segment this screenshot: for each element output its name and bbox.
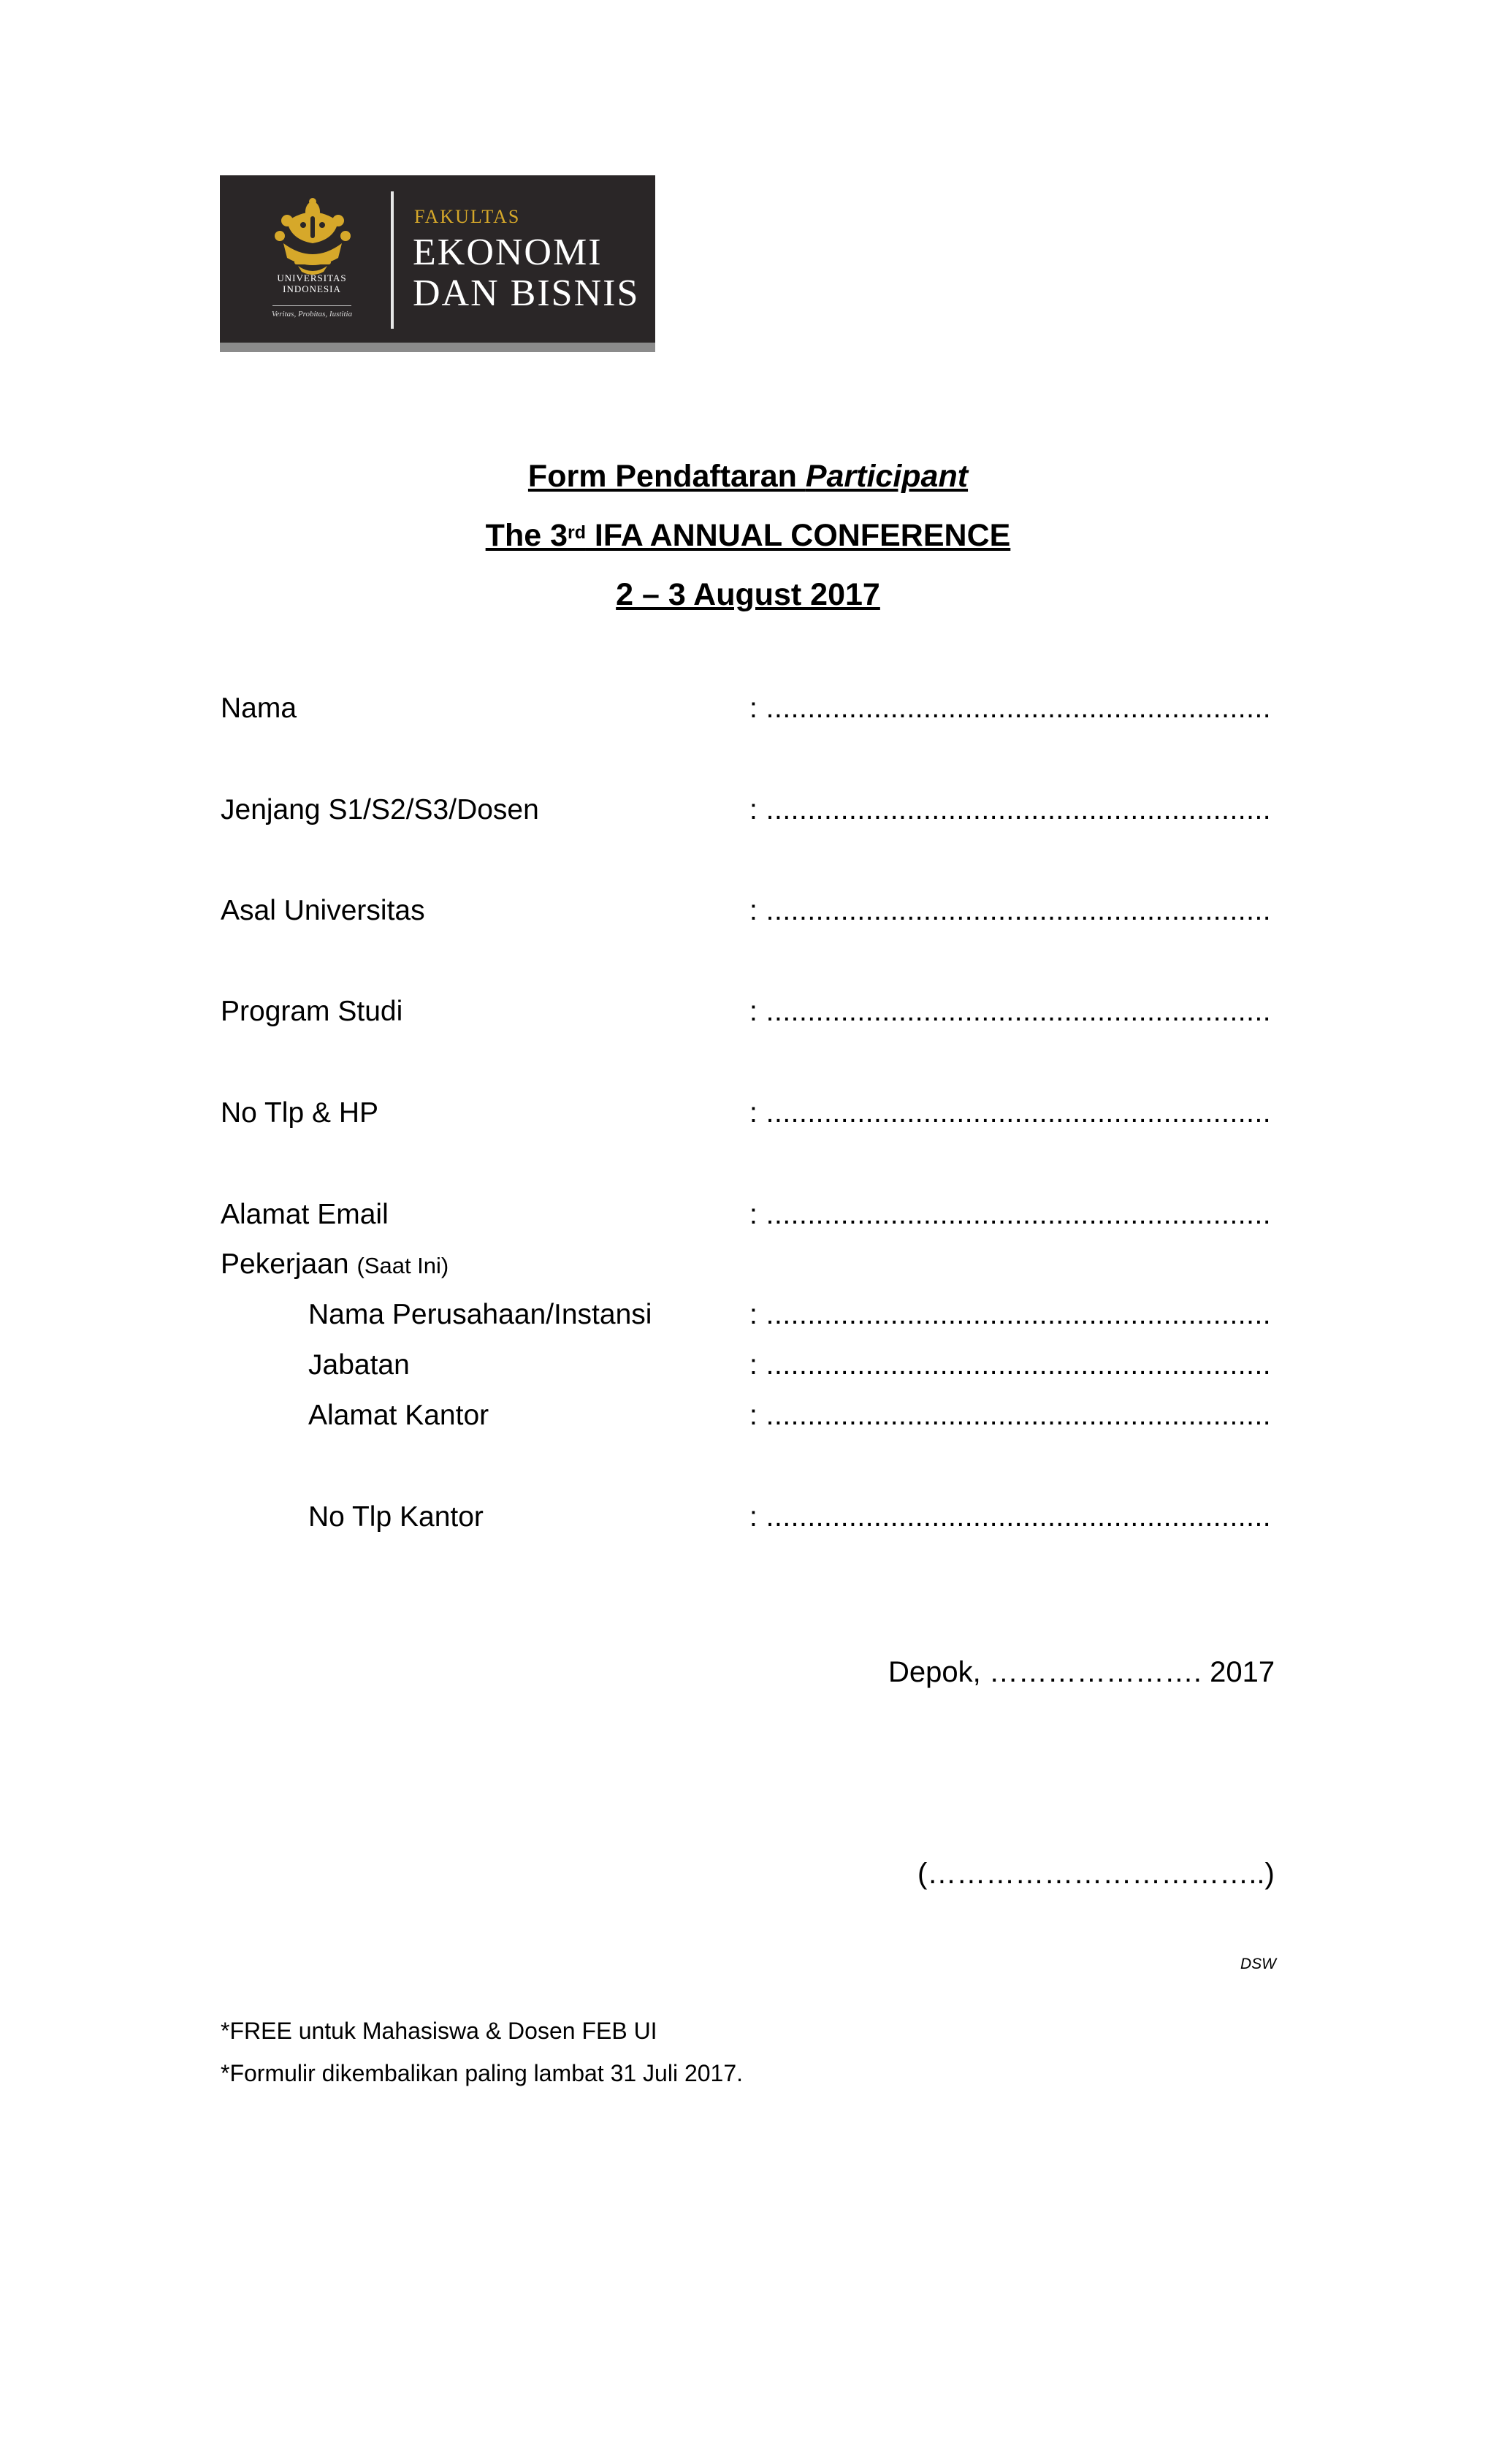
field-label: Jenjang S1/S2/S3/Dosen bbox=[221, 794, 539, 825]
pekerjaan-note: (Saat Ini) bbox=[356, 1253, 449, 1278]
form-title bbox=[0, 457, 1496, 495]
field-no-tlp-kantor bbox=[0, 1499, 1496, 1536]
field-label: Nama Perusahaan/Instansi bbox=[308, 1299, 652, 1330]
logo-faculty-line2: DAN BISNIS bbox=[413, 272, 640, 314]
field-fill-line[interactable]: : ............................................................. bbox=[749, 1501, 1272, 1533]
pekerjaan-label-text: Pekerjaan bbox=[221, 1248, 349, 1280]
pekerjaan-label bbox=[221, 1246, 449, 1284]
field-jabatan bbox=[0, 1347, 1496, 1384]
conference-title-a: The 3 bbox=[485, 518, 568, 553]
field-fill-line[interactable]: : ............................................................. bbox=[749, 1400, 1272, 1431]
field-fill-line[interactable]: : ............................................................. bbox=[749, 693, 1272, 724]
field-fill-line[interactable]: : ............................................................. bbox=[749, 1299, 1272, 1330]
field-label: Alamat Email bbox=[221, 1199, 389, 1230]
field-label: Asal Universitas bbox=[221, 895, 425, 926]
feb-ui-logo bbox=[220, 175, 655, 352]
field-fill-line[interactable]: : ............................................................. bbox=[749, 1199, 1272, 1230]
field-label: Alamat Kantor bbox=[308, 1400, 489, 1431]
field-alamat-email bbox=[0, 1197, 1496, 1233]
field-fill-line[interactable]: : ............................................................. bbox=[749, 794, 1272, 825]
logo-faculty-line1: EKONOMI bbox=[413, 232, 603, 273]
logo-motto-divider bbox=[272, 305, 351, 306]
field-nama bbox=[0, 690, 1496, 727]
field-fill-line[interactable]: : ............................................................. bbox=[749, 895, 1272, 926]
conference-title-sup: rd bbox=[567, 522, 586, 543]
signature-line[interactable]: (……………………………..) bbox=[917, 1858, 1275, 1890]
form-title-italic: Participant bbox=[805, 459, 969, 494]
logo-university-name: UNIVERSITAS INDONESIA bbox=[277, 272, 347, 294]
logo-divider bbox=[391, 191, 394, 329]
field-jenjang bbox=[0, 792, 1496, 828]
field-fill-line[interactable]: : ............................................................. bbox=[749, 1097, 1272, 1129]
field-label: Jabatan bbox=[308, 1349, 410, 1381]
initials: DSW bbox=[1240, 1956, 1276, 1972]
conference-date: 2 – 3 August 2017 bbox=[616, 577, 880, 612]
section-pekerjaan bbox=[0, 1246, 1496, 1283]
logo-bottom-bar bbox=[220, 343, 655, 352]
logo-faculty-label: FAKULTAS bbox=[414, 206, 521, 227]
field-label: No Tlp & HP bbox=[221, 1097, 379, 1129]
field-label: Nama bbox=[221, 693, 297, 724]
field-fill-line[interactable]: : ............................................................. bbox=[749, 996, 1272, 1027]
field-no-tlp-hp bbox=[0, 1095, 1496, 1132]
note-deadline: *Formulir dikembalikan paling lambat 31 Juli 2017. bbox=[221, 2060, 744, 2086]
field-fill-line[interactable]: : ............................................................. bbox=[749, 1349, 1272, 1381]
place-date[interactable]: Depok, …………………. 2017 bbox=[888, 1656, 1275, 1688]
field-label: No Tlp Kantor bbox=[308, 1501, 484, 1533]
note-free: *FREE untuk Mahasiswa & Dosen FEB UI bbox=[221, 2018, 657, 2044]
conference-title-b: IFA ANNUAL CONFERENCE bbox=[585, 518, 1011, 553]
logo-motto: Veritas, Probitas, Iustitia bbox=[271, 310, 353, 319]
conference-title bbox=[0, 516, 1496, 554]
field-label: Program Studi bbox=[221, 996, 403, 1027]
field-alamat-kantor bbox=[0, 1397, 1496, 1434]
field-asal-universitas bbox=[0, 893, 1496, 929]
form-title-text: Form Pendaftaran bbox=[527, 459, 806, 494]
field-program-studi bbox=[0, 993, 1496, 1030]
field-nama-perusahaan bbox=[0, 1297, 1496, 1333]
